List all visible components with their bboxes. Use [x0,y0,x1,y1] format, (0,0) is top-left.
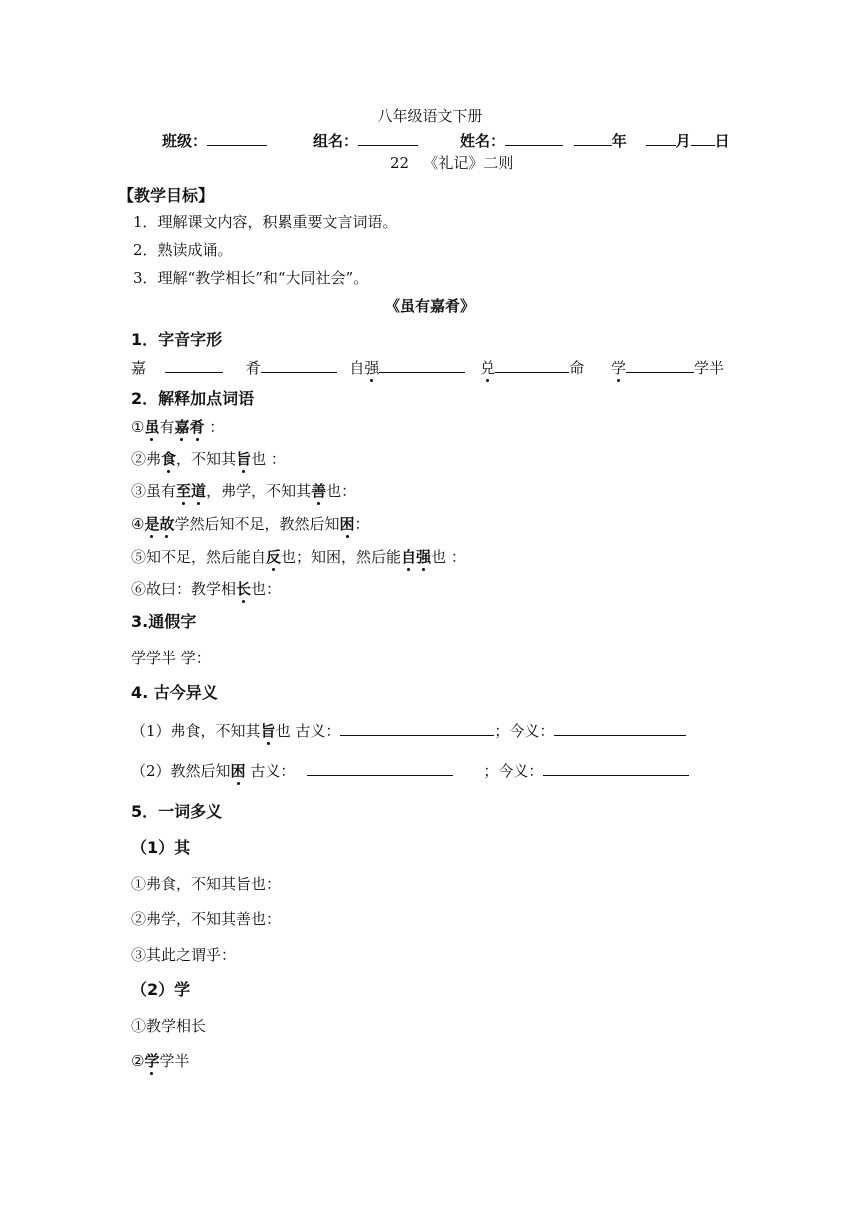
polysemy-item: ①教学相长 [131,1017,207,1035]
section-4-heading: 4. 古今异义 [131,683,218,702]
modern-meaning-blank-1[interactable] [554,720,686,736]
class-field [162,130,267,151]
char-xue: 学 [611,359,627,377]
char-yao: 肴 [245,359,261,377]
name-blank[interactable] [505,130,563,146]
pronunciation-row [131,357,724,378]
explain-item-4: ④是故学然后知不足，教然后知困： [131,515,370,533]
sub-heading-qi: （1）其 [131,838,191,857]
lesson-number: 22 [390,154,410,172]
section-3-heading: 3.通假字 [131,612,197,631]
polysemy-item: ③其此之谓乎： [131,946,237,964]
modern-meaning-blank-2[interactable] [543,760,689,776]
explain-item-2: ②弗食，不知其旨也 ： [131,450,286,468]
ancient-meaning-blank-1[interactable] [340,720,494,736]
tongjia-line: 学学半 学： [131,649,211,667]
ancient-meaning-blank-2[interactable] [307,760,453,776]
sub-heading-xue: （2）学 [131,980,191,999]
blank-xue[interactable] [626,357,694,373]
objective-item: 2．熟读成诵。 [133,241,233,259]
class-label: 班级： [162,132,208,150]
name-label: 姓名： [460,132,506,150]
year-blank[interactable] [574,130,612,146]
char-xueban: 学半 [694,359,725,377]
blank-jia[interactable] [165,357,223,373]
worksheet-title: 八年级语文下册 [377,107,483,125]
year-label: 年 [611,132,627,150]
lesson-title: 《礼记》二则 [423,154,514,172]
polysemy-item: ②学学半 [131,1052,190,1070]
explain-item-6: ⑥故曰：教学相长也： [131,580,282,598]
char-qiang: 强 [364,359,380,377]
objective-item: 3．理解“教学相长”和“大同社会”。 [133,269,369,287]
day-blank[interactable] [691,130,715,146]
char-zi: 自 [349,359,365,377]
blank-dui[interactable] [495,357,569,373]
day-label: 日 [714,132,730,150]
objective-item: 1．理解课文内容，积累重要文言词语。 [133,213,398,231]
section-2-heading: 2．解释加点词语 [131,389,255,408]
group-blank[interactable] [358,130,418,146]
explain-item-3: ③虽有至道，弗学，不知其善也： [131,482,357,500]
char-jia: 嘉 [131,359,147,377]
gujin-item-2: （2）教然后知困 古义： ；今义： [131,760,689,781]
gujin-item-1: （1）弗食，不知其旨也 古义： ；今义： [131,720,686,741]
polysemy-item: ①弗食，不知其旨也： [131,875,282,893]
group-label: 组名： [313,132,359,150]
class-blank[interactable] [207,130,267,146]
explain-item-1: ①虽有嘉肴 ： [131,418,225,436]
objectives-heading: 【教学目标】 [118,186,215,205]
blank-yao[interactable] [261,357,337,373]
text-title: 《虽有嘉肴》 [384,297,475,315]
month-label: 月 [675,132,691,150]
explain-item-5: ⑤知不足，然后能自反也；知困，然后能自强也 ： [131,548,466,566]
name-field [460,130,730,151]
section-1-heading: 1．字音字形 [131,330,223,349]
polysemy-item: ②弗学，不知其善也： [131,910,282,928]
char-dui: 兑 [480,359,496,377]
lesson-heading [390,153,513,173]
char-ming: 命 [569,359,585,377]
group-field [313,130,418,151]
blank-qiang[interactable] [379,357,465,373]
section-5-heading: 5．一词多义 [131,802,223,821]
month-blank[interactable] [646,130,676,146]
